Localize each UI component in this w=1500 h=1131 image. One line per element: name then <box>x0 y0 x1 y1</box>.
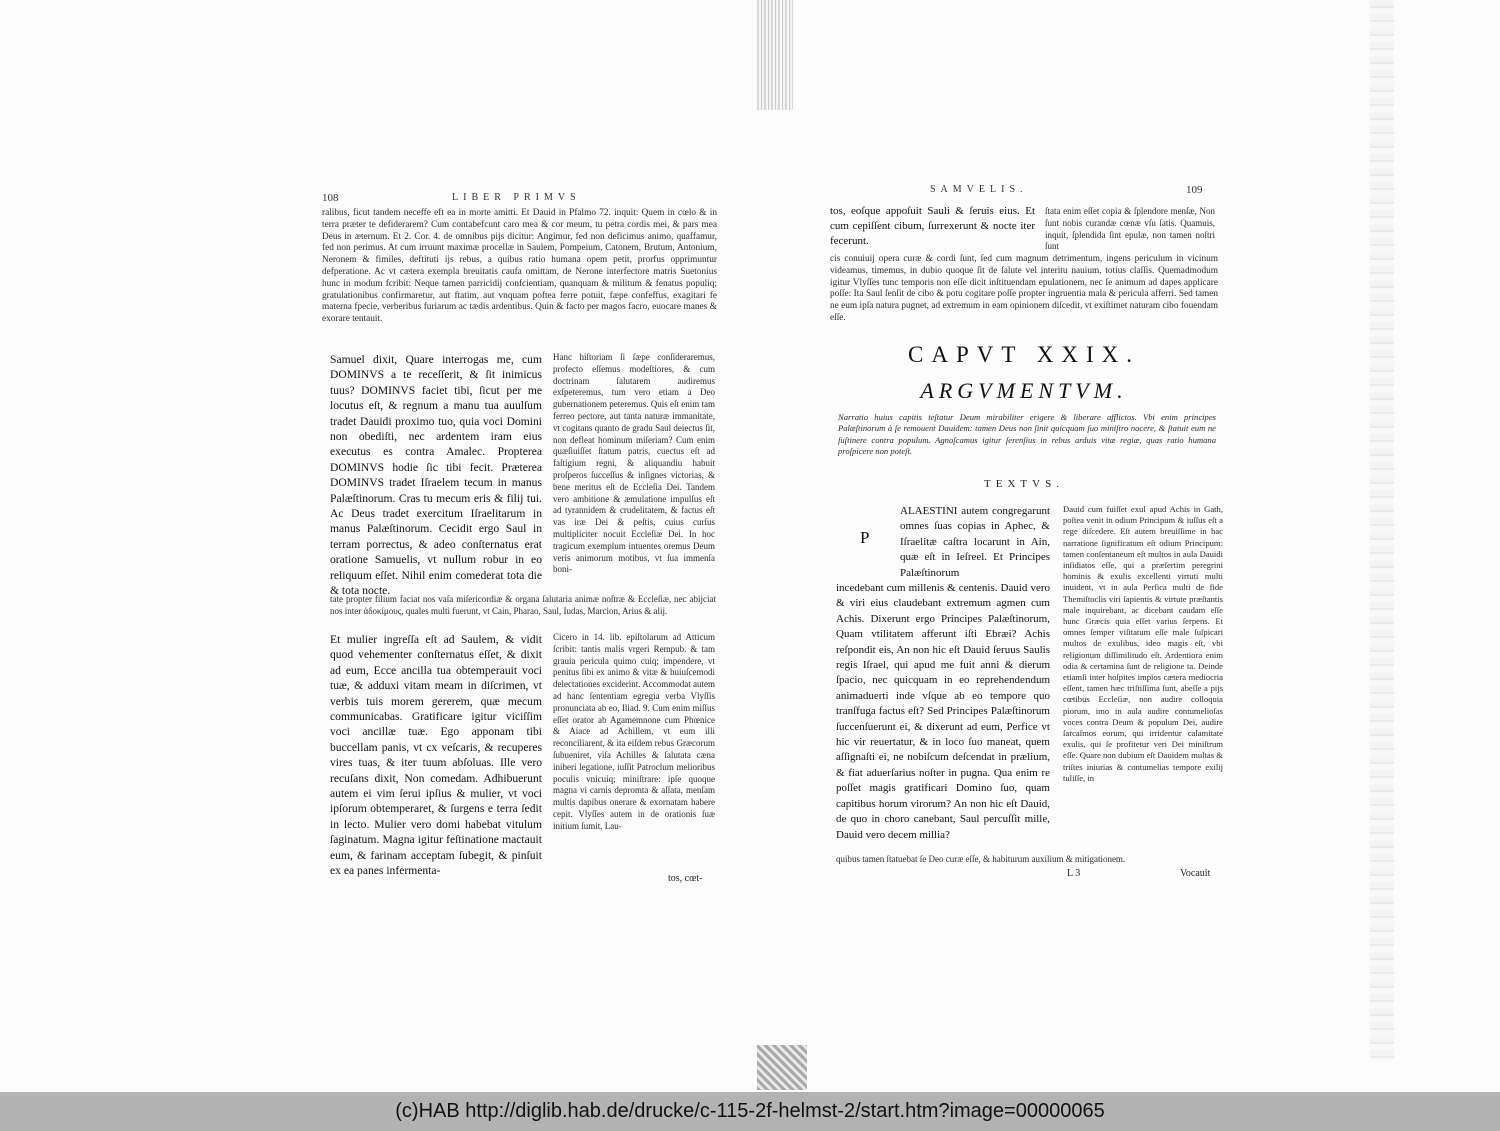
argument-text: Narratio huius capitis teſtatur Deum mirabiliter erigere & liberare afflictos. Vbi enim principes Palæſtinorum à ſe remouent Dauidem: tamen Deus non ſinit quicquam ſuo miniſtro nocere, & ſtatuit eum ne ſuſtinere contra populum. Agnoſcamus igitur ſerenſius in rebus arduis vitæ regiæ, quas ratio humana proſpicere non poteſt. <box>838 412 1216 457</box>
left-scripture-text-1: Samuel dixit, Quare interrogas me, cum DOMINVS a te receſſerit, & ſit inimicus tuus? DOMINVS faciet tibi, ſicut per me locutus eſt, & regnum a manu tua auulſum tradet Dauidi proximo tuo, quia voci Domini non obediſti, nec ardentem iram eius executus es contra Amalec. Propterea DOMINVS hodie ſic tibi fecit. Præterea DOMINVS tradet Iſraelem tecum in manus Palæſtinorum. Cras tu mecum eris & filij tui. Ac Deus tradet exercitum Iſraelitarum in manus Palæſtinorum. Cecidit ergo Saul in terram porrectus, & adeo conſternatus erat oratione Samuelis, vt nullum robur in eo reliquum eſſet. Nihil enim comederat tota die & tota nocte. <box>330 353 542 598</box>
left-running-head: LIBER PRIMVS <box>452 192 581 203</box>
left-catchword: tos, cœt- <box>668 873 703 884</box>
right-running-head: SAMVELIS. <box>930 184 1028 195</box>
signature-mark: L 3 <box>1067 868 1081 879</box>
left-gloss-2: Cicero in 14. lib. epiſtolarum ad Atticum ſcribit: tantis malis vrgeri Rempub. & tam grauia pericula quimo cuiq; impendere, vt penitus ſibi ex animo & vitæ & huiuſcemodi delectationes exciderint. Accommodat autem ad hanc ſententiam egregia verba Vlyſſis pronunciata ab eo, Iliad. 9. Cum enim miſſus eſſet orator ab Agamemnone cum Phœnice & Aiace ad Achillem, vt eum illi reconciliarent, & ita eiſdem rebus Græcorum ſubueniret, viſa Achilles & ſalutata cæna iniberi legatione, iuſſit Patroclum melioribus poculis vnicuiq; miniſtrare: ipſe quoque magna vi carnis depromta & aſſata, menſam multis dapibus onerare & exornatam habere cepit. Vlyſſes autem in de orationis ſuæ initium ſumit, Lau- <box>553 632 715 831</box>
right-top-note: cis conuiuij opera curæ & cordi ſunt, ſed cum magnum detrimentum, ingens periculum in vicinum videamus, timemus, in dubio quoque ſit de ſalute vel interitu nauium, totius claſſis. Quemadmodum igitur Vlyſſes tunc temporis non eſſe dicit inſtituendam epulationem, nec ſe animum ad dapes applicare poſſe: Ita Saul ſenſit de cibo & potu cogitare poſſe propter ingruentia mala & pericula afferri. Sed tamen ne eum ipſa natura pugnet, ad extremum in eam opinionem diſcedit, vt exiſtimet naturam cibo fouendam eſſe. <box>830 254 1218 323</box>
argument-heading: ARGVMENTVM. <box>920 378 1128 403</box>
right-folio: 109 <box>1186 184 1203 196</box>
binding-gutter-top <box>757 0 793 110</box>
right-catchword: Vocauit <box>1180 868 1211 879</box>
right-top-gloss: ſtata enim eſſet copia & ſplendore menſæ, Non ſunt nobis curandæ cœnæ vſu ſatis. Quamuis, inquit, ſplendida ſint epulæ, non tamen noſtri ſunt <box>1045 206 1215 252</box>
left-scripture-text-2: Et mulier ingreſſa eſt ad Saulem, & vidit quod vehementer conſternatus eſſet, & dixit ad eum, Ecce ancilla tua obtemperauit voci tuæ, & adduxi vitam meam in diſcrimen, vt verbis tuis morem gererem, quæ mecum communicabas. Gratificare igitur viciſſim voci ancillæ tuæ. Ego apponam tibi buccellam panis, vt cx veſcaris, & recuperes vires tuas, & iter tuum abſoluas. Ille vero recuſans dixit, Non comedam. Adhibuerunt autem ei vim ſerui ipſius & mulier, vt voci ipſorum obtemperaret, & ſurgens e terra ſedit in lecto. Mulier vero domi habebat vitulum ſaginatum. Magna igitur feſtinatione mactauit eum, & farinam acceptam ſubegit, & pinſuit ex ea panes infermenta- <box>330 633 542 878</box>
page-edge-shadow <box>1370 0 1394 1060</box>
right-gloss-1: Dauid cum fuiſſet exul apud Achis in Gath, poſtea venit in odium Principum & iuſſus eſt a rege diſcedere. Eſt autem breuiſſime in hac narratione ſignificatum eſt odium Principum: tamen conſentaneum eſt multos in aula Dauidi inſidiatos eſſe, qui a præſertim peregrini hominis & exulis excellenti virtuti multi inuident, vt in aula Perſica multi de fide Themiſtoclis viri ſapientis & virtute præſtantis male inquirebant, ac dicebant caudam eſſe hunc Græcis quia eſſet varius ſerpens. Et omnes ſemper viſitatum eſſe male ſuſpicari multos de exulibus, ideo magis eſt, vbi religionum diſſimilitudo eſt. Ardentiora enim odia & certamina ſunt de religione ta. Deinde etiamſi inter hoſpites impios cætera mediocria eſſent, tamen hæc triſtiſſima ſunt, abeſſe a pijs cœtibus Eccleſiæ, non audire colloquia piorum, imo in aula audire contumelioſas voces contra Deum & populum Dei, audire ſarcaſmos eorum, qui irridentur calamitate exulis, qui ſe profitetur veri Dei miniſtrum eſſe. Quare non dubium eſt Dauidem multas & triſtes iniurias & contumelias tempore exilij tuliſſe, in <box>1063 504 1223 783</box>
right-scripture-text-1: incedebant cum millenis & centenis. Dauid vero & viri eius claudebant extremum agmen cum Achis. Dixerunt ergo Principes Palæſtinorum, Quam vtilitatem afferunt iſti Ebræi? Achis reſpondit eis, An non hic eſt Dauid ſeruus Saulis regis Iſrael, qui apud me fuit anni & dierum ſpacio, nec quicquam in eo reprehendendum animaduerti inde vſque ab eo tempore quo tranſfuga factus eſt? Sed Principes Palæſtinorum ſuccenſuerunt ei, & dixerunt ad eum, Perfice vt hic vir reuertatur, & in loco ſuo maneat, quem aſſignaſti ei, ne nobiſcum deſcendat in prælium, & fiat aduerſarius noſter in pugna. Qua enim re poſſet magis gratificari Domino ſuo, quam capitibus horum virorum? An non hic eſt Dauid, de quo in choro canebant, Saul percuſſit mille, Dauid vero decem millia? <box>836 582 1050 841</box>
left-gloss-1-continued: tate propter filium faciat nos vaſa miſericordiæ & organa ſalutaria animæ noſtræ & Eccleſiæ, nec abijciat nos inter ἀδοκίμους, quales multi fuerunt, vt Cain, Pharao, Saul, Iudas, Marcion, Arius & alij. <box>330 594 716 616</box>
left-gloss-1: Hanc hiſtoriam ſi ſæpe conſideraremus, profecto eſſemus modeſtiores, & cum doctrinam ſalutarem audiremus exſpeteremus, tum vero etiam a Deo gubernationem peteremus. Quis eſt enim tam ferreo pectore, aut tanta naturæ immanitate, vt cogitans quanto de gradu Saul deiectus ſit, non defleat hominum miſeriam? Cum enim quæſiuiſſet ſtatum patris, cuectus eſt ad faſtigium regni, & aliquandiu habuit proſperos ſucceſſus & inſignes victorias, & bene meritus eſt de Eccleſia Dei. Tandem vero ambitione & æmulatione impulſus eſt ad tyrannidem & crudelitatem, & factus eſt vas iræ Dei & peſtis, cuius curſus multipliciter nocuit Eccleſiæ Dei. In hoc tragicum exemplum intuentes oremus Deum veris animorum motibus, vt ſua immenſa boni- <box>553 352 715 575</box>
drop-initial: P <box>860 528 870 547</box>
right-scripture-lead: ALAESTINI autem congregarunt omnes ſuas copias in Aphec, & Iſraelitæ caſtra locarunt in Ain, quæ eſt in Ieſreel. Et Principes Palæſtinorum <box>900 505 1050 579</box>
textus-heading: TEXTVS. <box>984 478 1064 490</box>
right-top-text: tos, eoſque appoſuit Sauli & ſeruis eius. Et cum cepiſſent cibum, ſurrexerunt & nocte iter fecerunt. <box>830 205 1035 247</box>
binding-gutter-bottom <box>757 1045 807 1090</box>
left-top-note: ralibus, ficut tandem neceffe eft ea in morte amitti. Et Dauid in Pfalmo 72. inquit: Quem in cœlo & in terra præter te defiderarem? Cum contabefcunt caro mea & cor meum, tu petra cordis mei, & pars mea Deus in æternum. Et 2. Cor. 4. de omnibus pijs dicitur: Angimur, fed non deficimus animo, quaffamur, fed non perimus. At cum irruunt maximæ procellæ in Saulem, Pompeium, Catonem, Brutum, Antonium, Neronem & fimiles, deftituti ijs rebus, a quibus ratio humana opem petit, prorfus opprimuntur defperatione. Ac vt cætera exempla breuitatis caufa omittam, de Nerone interfectore matris Suetonius hunc in modum fcribit: Neque tamen parricidij confcientiam, quanquam & militum & fenatus populiq; gratulationibus confirmaretur, aut ftatim, aut vnquam poftea ferre potuit, fæpe confeffus, exagitari fe materna fpecie, verberibus furiarum ac tædis ardentibus. Quin & facto per magos facro, euocare manes & exorare tentauit. <box>322 208 717 325</box>
footer-credit: (c)HAB http://diglib.hab.de/drucke/c-115-2f-helmst-2/start.htm?image=00000065 <box>395 1100 1105 1122</box>
right-gloss-1-continued: quibus tamen ſtatuebat ſe Deo curæ eſſe, & habiturum auxilium & mitigationem. <box>836 854 1126 864</box>
left-folio: 108 <box>322 192 339 204</box>
chapter-heading: CAPVT XXIX. <box>908 342 1140 367</box>
footer-bar <box>0 1092 1500 1131</box>
